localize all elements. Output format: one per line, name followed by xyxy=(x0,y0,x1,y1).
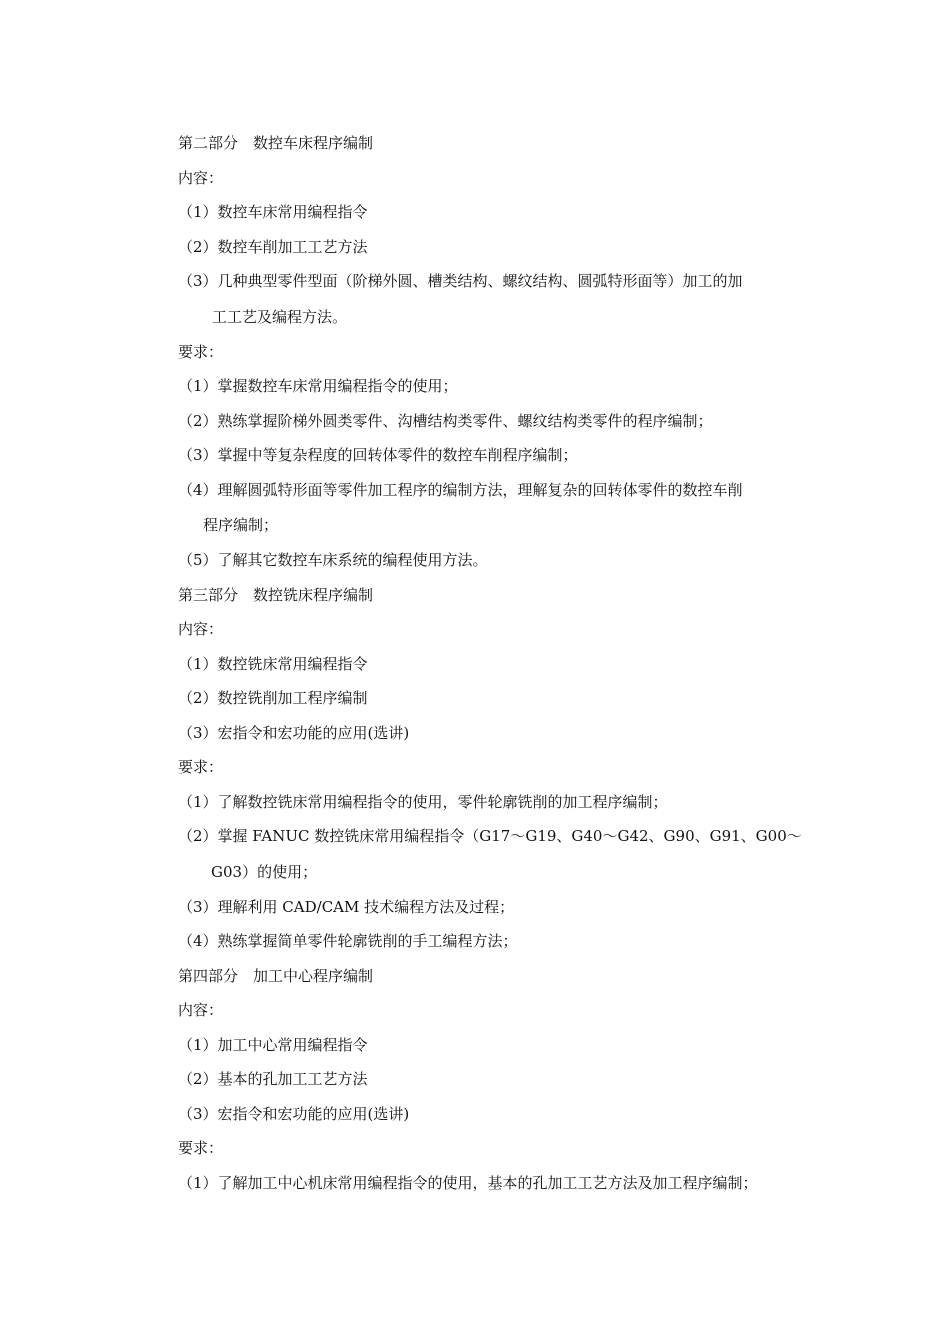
content-item: （1）加工中心常用编程指令 xyxy=(178,1035,368,1054)
content-label: 内容： xyxy=(178,620,224,638)
content-item: （1）数控铣床常用编程指令 xyxy=(178,654,368,673)
section-title: 第四部分 加工中心程序编制 xyxy=(178,966,374,985)
content-item: （3）宏指令和宏功能的应用(选讲) xyxy=(178,723,410,742)
section-title: 第三部分 数控铣床程序编制 xyxy=(178,585,374,604)
content-item: （2）数控车削加工工艺方法 xyxy=(178,237,368,256)
requirement-label: 要求： xyxy=(178,1139,224,1157)
requirement-item: （3）掌握中等复杂程度的回转体零件的数控车削程序编制； xyxy=(178,446,578,464)
content-item: （2）基本的孔加工工艺方法 xyxy=(178,1070,368,1088)
requirement-item: （4）熟练掌握简单零件轮廓铣削的手工编程方法； xyxy=(178,932,518,950)
content-item: （2）数控铣削加工程序编制 xyxy=(178,689,368,707)
requirement-item: （1）了解数控铣床常用编程指令的使用，零件轮廓铣削的加工程序编制； xyxy=(178,792,668,811)
requirement-item-continuation: 程序编制； xyxy=(203,516,279,534)
requirement-item: （2）熟练掌握阶梯外圆类零件、沟槽结构类零件、螺纹结构类零件的程序编制； xyxy=(178,411,713,430)
requirement-label: 要求： xyxy=(178,342,224,361)
content-item-continuation: 工工艺及编程方法。 xyxy=(212,307,348,326)
requirement-item: （3）理解利用 CAD/CAM 技术编程方法及过程； xyxy=(178,897,515,916)
content-item: （3）宏指令和宏功能的应用(选讲) xyxy=(178,1104,410,1123)
requirement-item-continuation: G03）的使用； xyxy=(211,862,318,881)
content-label: 内容： xyxy=(178,168,224,187)
requirement-item: （1）掌握数控车床常用编程指令的使用； xyxy=(178,377,458,395)
content-item: （1）数控车床常用编程指令 xyxy=(178,203,368,221)
requirement-item: （5）了解其它数控车床系统的编程使用方法。 xyxy=(178,551,488,569)
content-label: 内容： xyxy=(178,1001,224,1019)
document-page xyxy=(178,126,818,1200)
requirement-item: （1）了解加工中心机床常用编程指令的使用，基本的孔加工工艺方法及加工程序编制； xyxy=(178,1173,758,1192)
requirement-item: （2）掌握 FANUC 数控铣床常用编程指令（G17～G19、G40～G42、G90、G91、G00～ xyxy=(178,827,802,845)
content-item: （3）几种典型零件型面（阶梯外圆、槽类结构、螺纹结构、圆弧特形面等）加工的加 xyxy=(178,272,743,290)
requirement-label: 要求： xyxy=(178,758,224,776)
requirement-item: （4）理解圆弧特形面等零件加工程序的编制方法，理解复杂的回转体零件的数控车削 xyxy=(178,480,743,499)
section-title: 第二部分 数控车床程序编制 xyxy=(178,134,374,152)
